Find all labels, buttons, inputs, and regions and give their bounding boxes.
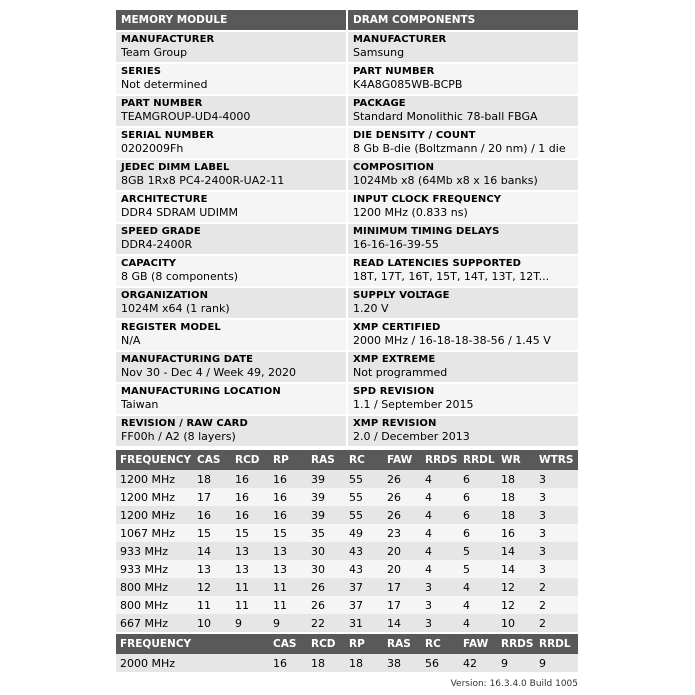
dram-field-value: Not programmed (353, 366, 448, 379)
timings-cell: 3 (535, 560, 578, 578)
timings-cell: 39 (307, 470, 345, 488)
timings-cell: 12 (193, 578, 231, 596)
timings-cell: 16 (269, 506, 307, 524)
timings-cell: 14 (193, 542, 231, 560)
dram-field-label: XMP CERTIFIED (353, 322, 441, 333)
timings-cell: 12 (497, 596, 535, 614)
timings-cell: 10 (193, 614, 231, 632)
timings-cell: 4 (459, 578, 497, 596)
timings-cell: 4 (421, 470, 459, 488)
module-field-label: ORGANIZATION (121, 290, 209, 301)
timings-cell: 3 (535, 542, 578, 560)
dram-field-label: PART NUMBER (353, 66, 435, 77)
module-field (116, 320, 346, 350)
timings-cell: 13 (231, 542, 269, 560)
xmp-cell: 56 (421, 654, 459, 672)
timings-cell: 6 (459, 506, 497, 524)
timings-cell: 13 (231, 560, 269, 578)
timings-cell: 11 (269, 578, 307, 596)
timings-cell: 14 (383, 614, 421, 632)
dram-field (348, 192, 578, 222)
xmp-cell: 9 (497, 654, 535, 672)
dram-field-label: SPD REVISION (353, 386, 435, 397)
timings-cell: 55 (345, 470, 383, 488)
timings-cell: 15 (269, 524, 307, 542)
module-field (116, 160, 346, 190)
module-field (116, 192, 346, 222)
module-field-label: PART NUMBER (121, 98, 203, 109)
dram-components-column (348, 10, 578, 446)
timings-column-header: CAS (193, 450, 231, 470)
module-field-value: N/A (121, 334, 141, 347)
xmp-cell: 18 (307, 654, 345, 672)
timings-cell: 10 (497, 614, 535, 632)
timings-cell: 39 (307, 488, 345, 506)
timings-column-header: RP (269, 450, 307, 470)
timings-cell: 1200 MHz (116, 506, 193, 524)
dram-field-label: XMP REVISION (353, 418, 437, 429)
module-field-label: REVISION / RAW CARD (121, 418, 248, 429)
timings-cell: 667 MHz (116, 614, 193, 632)
dram-field-value: 1.20 V (353, 302, 389, 315)
timings-row (116, 596, 578, 614)
timings-column-header: RRDS (421, 450, 459, 470)
module-field (116, 32, 346, 62)
timings-cell: 4 (421, 542, 459, 560)
timings-row (116, 560, 578, 578)
timings-cell: 23 (383, 524, 421, 542)
timings-cell: 16 (497, 524, 535, 542)
dram-field-label: XMP EXTREME (353, 354, 436, 365)
dram-field-label: INPUT CLOCK FREQUENCY (353, 194, 502, 205)
timings-cell: 18 (193, 470, 231, 488)
timings-cell: 18 (497, 488, 535, 506)
timings-cell: 6 (459, 470, 497, 488)
dram-field (348, 384, 578, 414)
dram-field (348, 416, 578, 446)
timings-cell: 16 (269, 488, 307, 506)
module-field-value: Nov 30 - Dec 4 / Week 49, 2020 (121, 366, 297, 379)
timings-cell: 20 (383, 542, 421, 560)
module-field-value: FF00h / A2 (8 layers) (121, 430, 236, 443)
module-field-value: 0202009Fh (121, 142, 184, 155)
dram-field-label: COMPOSITION (353, 162, 435, 173)
xmp-column-header: RP (345, 634, 383, 654)
timings-cell: 9 (231, 614, 269, 632)
timings-column-header: WR (497, 450, 535, 470)
timings-row (116, 614, 578, 632)
timings-row (116, 524, 578, 542)
timings-cell: 39 (307, 506, 345, 524)
module-field (116, 288, 346, 318)
xmp-cell: 16 (269, 654, 307, 672)
timings-cell: 3 (535, 524, 578, 542)
timings-cell: 22 (307, 614, 345, 632)
timings-cell: 800 MHz (116, 596, 193, 614)
timings-cell: 49 (345, 524, 383, 542)
timings-cell: 933 MHz (116, 542, 193, 560)
timings-cell: 16 (269, 470, 307, 488)
timings-cell: 15 (193, 524, 231, 542)
timings-row (116, 506, 578, 524)
timings-column-header: RC (345, 450, 383, 470)
timings-cell: 43 (345, 542, 383, 560)
module-field-value: TEAMGROUP-UD4-4000 (121, 110, 251, 123)
xmp-column-header: FREQUENCY (116, 634, 193, 654)
module-field-value: 1024M x64 (1 rank) (121, 302, 230, 315)
dram-field-value: Samsung (353, 46, 405, 59)
timings-cell: 4 (459, 596, 497, 614)
timings-cell: 4 (421, 506, 459, 524)
timings-cell: 11 (193, 596, 231, 614)
dram-field-value: 1200 MHz (0.833 ns) (353, 206, 468, 219)
timings-table (116, 450, 578, 632)
timings-cell: 2 (535, 578, 578, 596)
timings-cell: 31 (345, 614, 383, 632)
module-field (116, 128, 346, 158)
timings-cell: 933 MHz (116, 560, 193, 578)
module-field-value: Taiwan (121, 398, 159, 411)
dram-field (348, 32, 578, 62)
timings-column-header: RCD (231, 450, 269, 470)
timings-cell: 6 (459, 488, 497, 506)
timings-cell: 1067 MHz (116, 524, 193, 542)
timings-cell: 30 (307, 560, 345, 578)
xmp-column-header: FAW (459, 634, 497, 654)
timings-cell: 16 (193, 506, 231, 524)
dram-field-value: 18T, 17T, 16T, 15T, 14T, 13T, 12T... (353, 270, 550, 283)
module-field-label: SERIAL NUMBER (121, 130, 214, 141)
timings-cell: 16 (231, 470, 269, 488)
dram-field (348, 160, 578, 190)
module-field-value: DDR4 SDRAM UDIMM (121, 206, 238, 219)
timings-cell: 3 (535, 506, 578, 524)
timings-cell: 11 (231, 578, 269, 596)
timings-cell: 3 (535, 488, 578, 506)
dram-field-value: 2.0 / December 2013 (353, 430, 470, 443)
timings-cell: 18 (497, 506, 535, 524)
module-field-label: SPEED GRADE (121, 226, 201, 237)
memory-module-header: MEMORY MODULE (116, 10, 346, 30)
module-field-label: REGISTER MODEL (121, 322, 221, 333)
timings-cell: 13 (193, 560, 231, 578)
timings-cell: 9 (269, 614, 307, 632)
dram-field (348, 352, 578, 382)
timings-cell: 11 (269, 596, 307, 614)
timings-cell: 17 (383, 596, 421, 614)
xmp-timings-table (116, 634, 578, 672)
dram-field (348, 256, 578, 286)
timings-cell: 55 (345, 488, 383, 506)
xmp-column-header: RCD (307, 634, 345, 654)
timings-cell: 1200 MHz (116, 470, 193, 488)
timings-cell: 3 (421, 596, 459, 614)
module-field-label: CAPACITY (121, 258, 177, 269)
module-field-value: Not determined (121, 78, 208, 91)
xmp-column-header: RRDL (535, 634, 578, 654)
timings-cell: 1200 MHz (116, 488, 193, 506)
module-field-label: MANUFACTURING LOCATION (121, 386, 281, 397)
xmp-cell (193, 654, 269, 672)
dram-field (348, 96, 578, 126)
dram-field-value: K4A8G085WB-BCPB (353, 78, 463, 91)
timings-cell: 3 (421, 578, 459, 596)
timings-cell: 5 (459, 542, 497, 560)
timings-column-header: RAS (307, 450, 345, 470)
dram-field-value: 1024Mb x8 (64Mb x8 x 16 banks) (353, 174, 538, 187)
dram-components-header: DRAM COMPONENTS (348, 10, 578, 30)
timings-cell: 4 (459, 614, 497, 632)
timings-cell: 11 (231, 596, 269, 614)
timings-row (116, 470, 578, 488)
timings-cell: 14 (497, 542, 535, 560)
dram-field-value: 16-16-16-39-55 (353, 238, 439, 251)
dram-field-value: 2000 MHz / 16-18-18-38-56 / 1.45 V (353, 334, 551, 347)
timings-cell: 12 (497, 578, 535, 596)
version-label: Version: 16.3.4.0 Build 1005 (450, 679, 578, 689)
dram-field-label: MINIMUM TIMING DELAYS (353, 226, 500, 237)
spd-fields (116, 10, 578, 446)
timings-cell: 5 (459, 560, 497, 578)
module-field-value: 8 GB (8 components) (121, 270, 239, 283)
timings-cell: 3 (535, 470, 578, 488)
timings-cell: 14 (497, 560, 535, 578)
timings-cell: 3 (421, 614, 459, 632)
timings-column-header: FREQUENCY (116, 450, 193, 470)
module-field-label: ARCHITECTURE (121, 194, 208, 205)
module-field-value: Team Group (121, 46, 188, 59)
module-field (116, 352, 346, 382)
timings-cell: 4 (421, 560, 459, 578)
module-field (116, 384, 346, 414)
timings-cell: 26 (383, 506, 421, 524)
timings-cell: 2 (535, 614, 578, 632)
module-field-label: MANUFACTURING DATE (121, 354, 254, 365)
timings-cell: 37 (345, 578, 383, 596)
dram-field-label: PACKAGE (353, 98, 406, 109)
dram-field (348, 128, 578, 158)
timings-cell: 13 (269, 542, 307, 560)
xmp-header-row (116, 634, 578, 654)
timings-cell: 35 (307, 524, 345, 542)
timings-cell: 17 (193, 488, 231, 506)
spd-info-panel (116, 10, 578, 672)
module-field-label: JEDEC DIMM LABEL (121, 162, 230, 173)
dram-field-label: SUPPLY VOLTAGE (353, 290, 450, 301)
timings-cell: 37 (345, 596, 383, 614)
xmp-cell: 38 (383, 654, 421, 672)
dram-field (348, 288, 578, 318)
timings-cell: 55 (345, 506, 383, 524)
module-field (116, 416, 346, 446)
timings-cell: 800 MHz (116, 578, 193, 596)
xmp-column-header: RAS (383, 634, 421, 654)
timings-cell: 4 (421, 524, 459, 542)
module-field-label: SERIES (121, 66, 162, 77)
timings-cell: 13 (269, 560, 307, 578)
timings-column-header: WTRS (535, 450, 578, 470)
dram-field-label: DIE DENSITY / COUNT (353, 130, 476, 141)
timings-row (116, 578, 578, 596)
module-field (116, 224, 346, 254)
timings-row (116, 542, 578, 560)
xmp-column-header (193, 634, 269, 654)
timings-column-header: RRDL (459, 450, 497, 470)
dram-field-label: MANUFACTURER (353, 34, 447, 45)
dram-field (348, 64, 578, 94)
module-field (116, 256, 346, 286)
timings-cell: 6 (459, 524, 497, 542)
timings-cell: 26 (307, 578, 345, 596)
xmp-row (116, 654, 578, 672)
xmp-cell: 9 (535, 654, 578, 672)
dram-field-value: Standard Monolithic 78-ball FBGA (353, 110, 538, 123)
dram-field-value: 1.1 / September 2015 (353, 398, 474, 411)
dram-field (348, 224, 578, 254)
timings-header-row (116, 450, 578, 470)
module-field (116, 64, 346, 94)
timings-cell: 15 (231, 524, 269, 542)
memory-module-column (116, 10, 346, 446)
timings-cell: 20 (383, 560, 421, 578)
timings-cell: 17 (383, 578, 421, 596)
xmp-column-header: CAS (269, 634, 307, 654)
xmp-cell: 2000 MHz (116, 654, 193, 672)
timings-row (116, 488, 578, 506)
xmp-column-header: RC (421, 634, 459, 654)
timings-cell: 26 (383, 470, 421, 488)
timings-cell: 2 (535, 596, 578, 614)
timings-cell: 16 (231, 488, 269, 506)
timings-cell: 18 (497, 470, 535, 488)
xmp-cell: 18 (345, 654, 383, 672)
timings-cell: 26 (307, 596, 345, 614)
timings-column-header: FAW (383, 450, 421, 470)
timings-cell: 4 (421, 488, 459, 506)
module-field-value: DDR4-2400R (121, 238, 193, 251)
xmp-column-header: RRDS (497, 634, 535, 654)
timings-cell: 16 (231, 506, 269, 524)
timings-cell: 43 (345, 560, 383, 578)
xmp-cell: 42 (459, 654, 497, 672)
module-field (116, 96, 346, 126)
dram-field-value: 8 Gb B-die (Boltzmann / 20 nm) / 1 die (353, 142, 566, 155)
module-field-value: 8GB 1Rx8 PC4-2400R-UA2-11 (121, 174, 285, 187)
dram-field (348, 320, 578, 350)
module-field-label: MANUFACTURER (121, 34, 215, 45)
timings-cell: 26 (383, 488, 421, 506)
dram-field-label: READ LATENCIES SUPPORTED (353, 258, 522, 269)
timings-cell: 30 (307, 542, 345, 560)
